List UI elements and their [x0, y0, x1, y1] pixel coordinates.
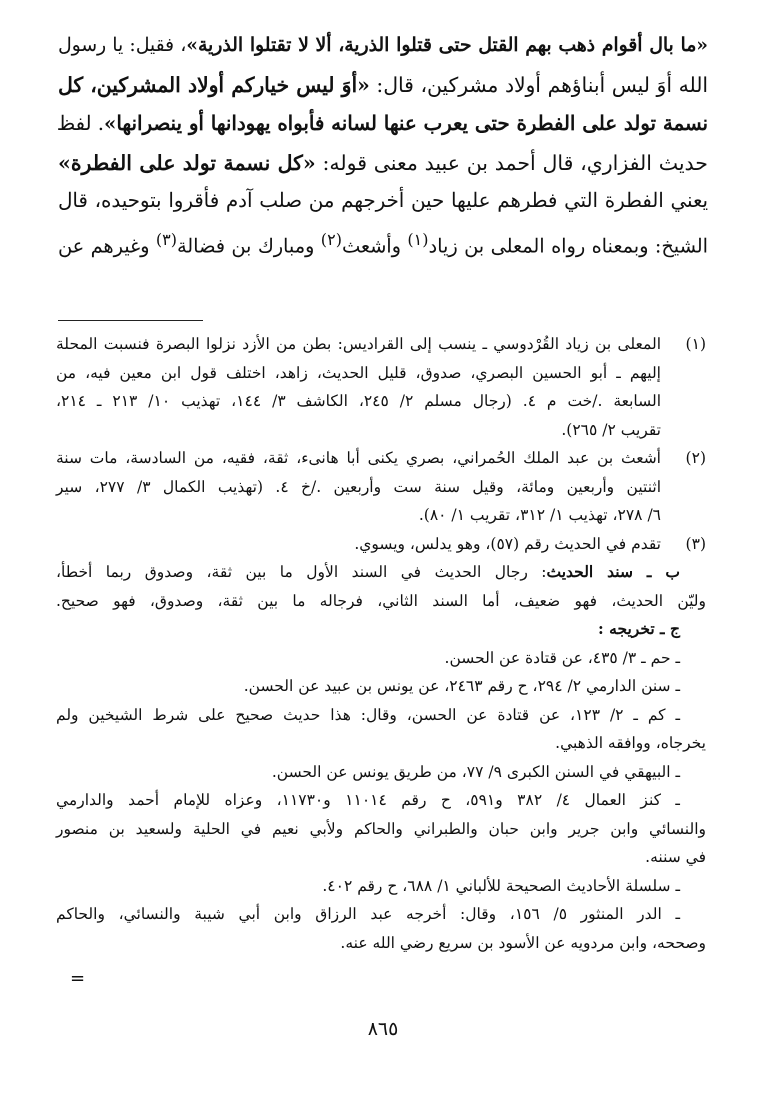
footnote-3 [56, 530, 706, 559]
takhrij-item: وصححه، وابن مردويه عن الأسود بن سريع رضي الله عنه. [340, 933, 706, 952]
footnote-separator [58, 320, 203, 321]
footnote-ref-1[interactable]: (١) [407, 229, 429, 249]
footnote-2 [56, 444, 706, 530]
sanad-heading: ب ـ سند الحديث [546, 562, 680, 581]
footnote-2-line: أشعث بن عبد الملك الحُمراني، بصري يكنى أبا هانىء، ثقة، فقيه، من السادسة، مات سنة [56, 449, 661, 467]
main-line-4 [58, 144, 708, 183]
main-line-3-rest: . لفظ [56, 112, 105, 135]
continuation-mark: = [70, 968, 86, 989]
takhrij-item: ـ حم ـ ٣/ ٤٣٥، عن قتادة عن الحسن. [444, 648, 680, 667]
footnote-3-number: (٣) [685, 534, 706, 553]
takhrij-item: ـ سلسلة الأحاديث الصحيحة للألباني ١/ ٦٨٨، ح رقم ٤٠٢. [322, 876, 680, 895]
footnote-3-line: تقدم في الحديث رقم (٥٧)، وهو يدلس، ويسوي. [354, 534, 661, 553]
takhrij-item: ـ كم ـ ٢/ ١٢٣، عن قتادة عن الحسن، وقال: هذا حديث صحيح على شرط الشيخين ولم [56, 705, 681, 724]
main-line-1 [58, 26, 708, 66]
main-line-5: يعني الفطرة التي فطرهم عليها حين أخرجهم من صلب آدم فأقروا بتوحيده، قال [58, 189, 708, 212]
main-line-6-c: ومبارك بن فضالة [176, 233, 321, 257]
footnote-ref-3[interactable]: (٣) [155, 229, 177, 249]
footnote-1 [56, 330, 706, 444]
sanad-line [56, 558, 680, 587]
sanad-line: وليّن الحديث، فهو ضعيف، أما السند الثاني، فرجاله ما بين ثقة، وصدوق، فهو صحيح. [56, 591, 706, 610]
main-line-6-a: الشيخ: وبمعناه رواه المعلى بن زياد [428, 233, 708, 257]
footnote-2-line: اثنتين وأربعين ومائة، وقيل سنة ست وأربعين ./خ ٤. (تهذيب الكمال ٣/ ٢٧٧، سير [56, 477, 661, 496]
footnote-2-number: (٢) [685, 449, 706, 467]
footnote-1-number: (١) [685, 335, 706, 353]
footnote-1-line: المعلى بن زياد القُرْدوسي ـ ينسب إلى القراديس: بطن من الأزد نزلوا البصرة فنسبت المحلة [56, 335, 661, 353]
main-text [58, 26, 708, 265]
footnote-ref-2[interactable]: (٢) [320, 229, 342, 249]
footnote-2-line: ٦/ ٢٧٨، تهذيب ١/ ٣١٢، تقريب ١/ ٨٠). [418, 506, 661, 524]
takhrij-item: ـ كنز العمال ٤/ ٣٨٢ و٥٩١، ح رقم ١١٠١٤ و١١٧٣٠، وعزاه للإمام أحمد والدارمي [56, 791, 680, 809]
takhrij-item: ـ الدر المنثور ٥/ ١٥٦، وقال: أخرجه عبد الرزاق وابن أبي شيبة والنسائي، والحاكم [56, 905, 681, 923]
main-line-6-b: وأشعث [341, 233, 408, 257]
main-line-2 [58, 66, 708, 105]
footnote-1-line: إليهم ـ أبو الحسين البصري، صدوق، قليل الحديث، زاهد، اختلف قول ابن معين فيه، من [56, 363, 661, 382]
main-line-6 [58, 221, 708, 266]
footnote-3-details [56, 558, 706, 957]
takhrij-item: والنسائي وابن جرير وابن حبان والطبراني والحاكم ولأبي نعيم في الحلية ولسعيد بن منصور [56, 819, 706, 838]
footnotes [56, 330, 706, 957]
main-line-3 [58, 104, 708, 144]
takhrij-heading: ج ـ تخريجه : [598, 619, 680, 638]
takhrij-item: في سننه. [645, 848, 706, 866]
quote-bold-2: «أوَ ليس خياركم أولاد المشركين، كل [58, 72, 370, 97]
page-number: ٨٦٥ [367, 1018, 399, 1040]
footnote-1-line: تقريب ٢/ ٢٦٥). [561, 420, 661, 439]
takhrij-item: يخرجاه، ووافقه الذهبي. [555, 734, 706, 752]
takhrij-item: ـ البيهقي في السنن الكبرى ٩/ ٧٧، من طريق يونس عن الحسن. [271, 762, 680, 781]
takhrij-item: ـ سنن الدارمي ٢/ ٢٩٤، ح رقم ٢٤٦٣، عن يونس بن عبيد عن الحسن. [243, 677, 680, 695]
main-line-4-start: حديث الفزاري، قال أحمد بن عبيد معنى قوله: [315, 150, 708, 175]
footnote-1-line: السابعة ./خت م ٤. (رجال مسلم ٢/ ٢٤٥، الكاشف ٣/ ١٤٤، تهذيب ١٠/ ٢١٣ ـ ٢١٤، [56, 392, 662, 410]
main-line-6-d: وغيرهم عن [58, 233, 156, 257]
quote-bold-4: «كل نسمة تولد على الفطرة» [58, 150, 316, 175]
main-line-1-rest: ، فقيل: يا رسول [58, 35, 187, 56]
quote-bold-3: نسمة تولد على الفطرة حتى يعرب عنها لسانه فأبواه يهودانها أو ينصرانها» [104, 111, 708, 135]
main-line-2-start: الله أوَ ليس أبناؤهم أولاد مشركين، قال: [369, 72, 708, 97]
quote-bold-1: «ما بال أقوام ذهب بهم القتل حتى قتلوا الذرية، ألا لا تقتلوا الذرية» [186, 34, 709, 56]
sanad-text: : رجال الحديث في السند الأول ما بين ثقة، وصدوق ربما أخطأ، [56, 563, 547, 581]
